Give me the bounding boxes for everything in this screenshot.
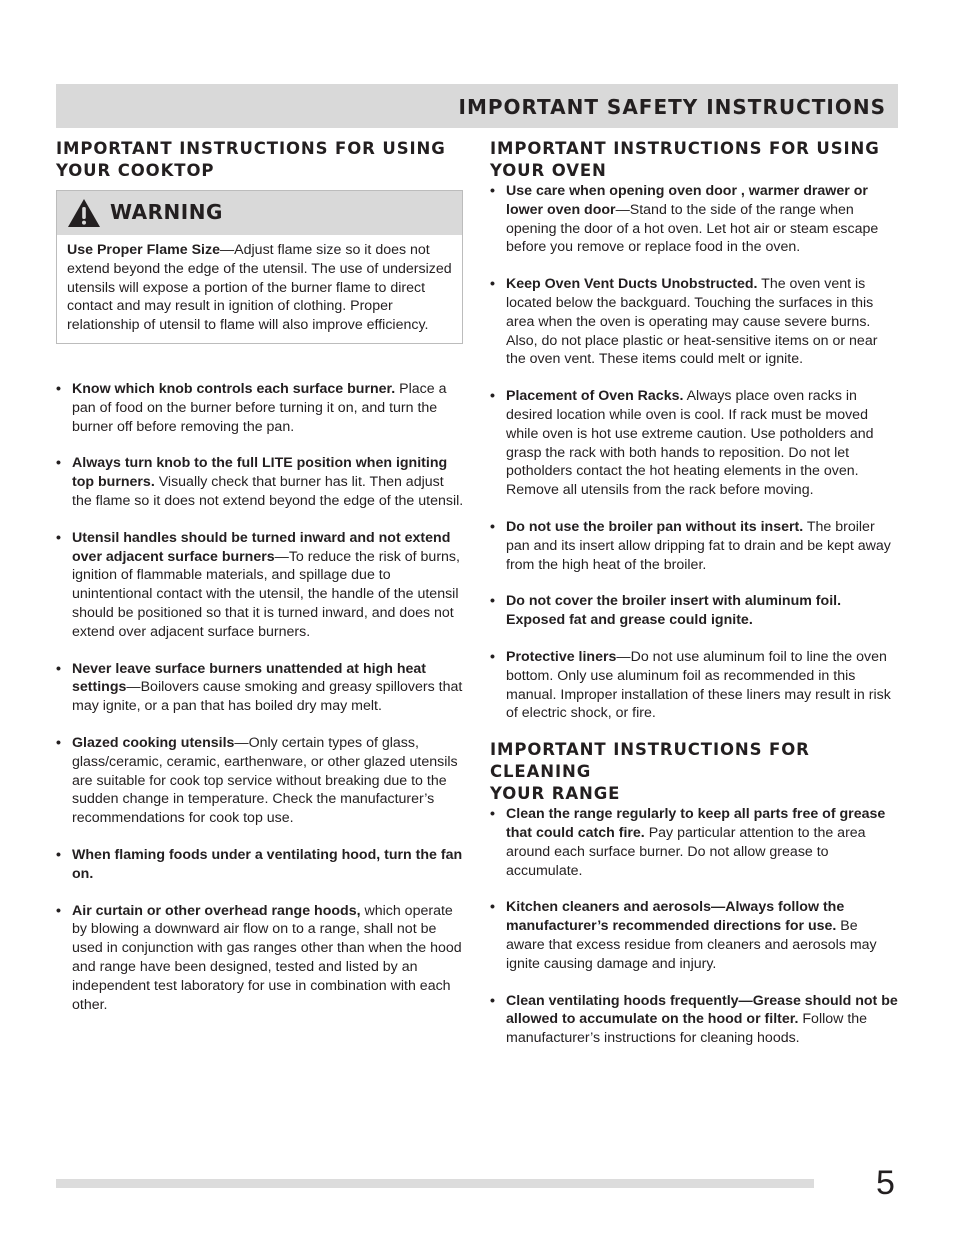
warning-triangle-icon bbox=[67, 198, 101, 228]
oven-item: • Keep Oven Vent Ducts Unobstructed. The oven vent is located below the backguard. Touching the surfaces in this area when the oven is operating may cause severe burns. Also, do not place plastic or heat-sensitive items on or near the oven vent. These items could melt or ignite. bbox=[490, 276, 878, 368]
oven-item: • Protective liners—Do not use aluminum foil to line the oven bottom. Only use aluminum foil as recommended in this manual. Improper installation of these liners may result in risk of electric shock, or fire. bbox=[490, 648, 891, 722]
warning-label: WARNING bbox=[110, 200, 223, 224]
cleaning-section-title: IMPORTANT INSTRUCTIONS FOR CLEANING YOUR RANGE bbox=[490, 740, 810, 804]
page-title: IMPORTANT SAFETY INSTRUCTIONS bbox=[458, 95, 886, 119]
oven-item: • Placement of Oven Racks. Always place oven racks in desired location while oven is cool. If rack must be moved while oven is hot use extreme caution. Use potholders and grasp the rack with both hands to reposition. Do not let potholders contact the hot heating elements in the oven. Remove all utensils from the rack before moving. bbox=[490, 388, 874, 499]
oven-item: • Use care when opening oven door , warmer drawer or lower oven door—Stand to the side of the range when opening the door of a hot oven. Let hot air or steam escape before you remove or replace food in the oven. bbox=[490, 183, 879, 256]
cooktop-section bbox=[56, 138, 464, 1014]
cooktop-section-title: IMPORTANT INSTRUCTIONS FOR USING YOUR COOKTOP bbox=[56, 139, 446, 180]
cooktop-item: • Know which knob controls each surface burner. Place a pan of food on the burner before turning it on, and turn the burner off before removing the pan. bbox=[56, 380, 447, 435]
oven-item: • Do not cover the broiler insert with aluminum foil. Exposed fat and grease could ignite. bbox=[490, 593, 842, 629]
cooktop-item: • Utensil handles should be turned inward and not extend over adjacent surface burners—To reduce the risk of burns, ignition of flammable materials, and spillage due to unintentional contact with the utensil, the handle of the utensil should be positioned so that it is turned inward, and does not extend over adjacent surface burners. bbox=[56, 529, 460, 640]
cleaning-item: • Clean ventilating hoods frequently—Grease should not be allowed to accumulate on the hood or filter. Follow the manufacturer’s instructions for cleaning hoods. bbox=[490, 992, 898, 1047]
page-number: 5 bbox=[876, 1164, 895, 1202]
cleaning-item: • Kitchen cleaners and aerosols—Always follow the manufacturer’s recommended directions for use. Be aware that excess residue from cleaners and aerosols may ignite causing damage and injury. bbox=[490, 899, 877, 972]
warning-box bbox=[56, 190, 463, 344]
warning-text: Use Proper Flame Size—Adjust flame size so it does not extend beyond the edge of the utensil. The use of undersized utensils will expose a portion of the burner flame to direct contact and may result in ignition of clothing. Proper relationship of utensil to flame will also improve efficiency. bbox=[67, 242, 452, 334]
oven-item: • Do not use the broiler pan without its insert. The broiler pan and its insert allow dripping fat to drain and be kept away from the high heat of the broiler. bbox=[490, 518, 891, 573]
cooktop-item: • Never leave surface burners unattended at high heat settings—Boilovers cause smoking and greasy spillovers that may ignite, or a pan that has boiled dry may melt. bbox=[56, 660, 463, 715]
warning-header bbox=[57, 191, 462, 235]
footer-bar bbox=[56, 1179, 814, 1188]
cleaning-item: • Clean the range regularly to keep all parts free of grease that could catch fire. Pay particular attention to the area around each surface burner. Do not allow grease to accumulate. bbox=[490, 806, 886, 879]
cooktop-item: • Glazed cooking utensils—Only certain types of glass, glass/ceramic, ceramic, earthenware, or other glazed utensils are suitable for cook top service without breaking due to the sudden change in temperature. Check the manufacturer’s recommendations for cook top use. bbox=[56, 734, 458, 827]
oven-section-title: IMPORTANT INSTRUCTIONS FOR USING YOUR OVEN bbox=[490, 139, 880, 180]
header-bar bbox=[56, 84, 898, 128]
cooktop-item: • Always turn knob to the full LITE position when igniting top burners. Visually check that burner has lit. Then adjust the flame so it does not extend beyond the edge of the utensil. bbox=[56, 455, 464, 509]
cooktop-item: • Air curtain or other overhead range hoods, which operate by blowing a downward air flow on to a range, shall not be used in conjunction with gas ranges other than when the hood and range have been designed, tested and listed by an independent test laboratory for use in combination with each other. bbox=[56, 902, 462, 1013]
oven-section bbox=[490, 138, 900, 1048]
cooktop-item: • When flaming foods under a ventilating hood, turn the fan on. bbox=[56, 846, 463, 882]
